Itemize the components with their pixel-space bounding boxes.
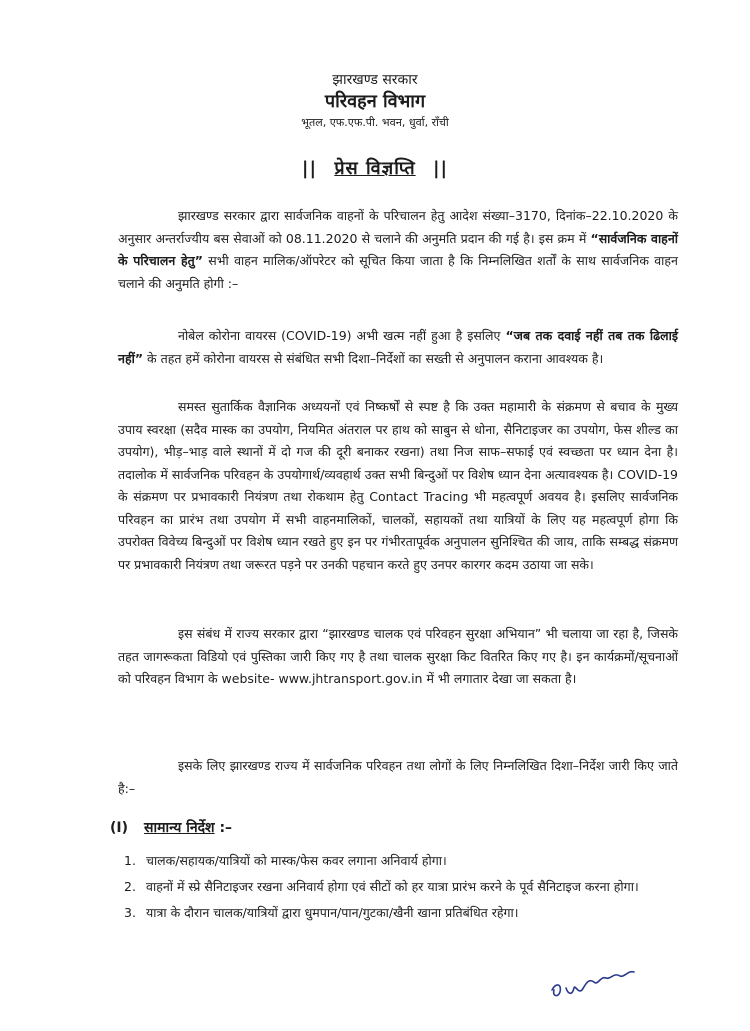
department-name: परिवहन विभाग: [324, 91, 426, 112]
document-title: [0, 156, 750, 180]
handwritten-signature: [548, 958, 638, 1007]
title-text: प्रेस विज्ञप्ति: [334, 158, 416, 179]
letterhead: [0, 70, 750, 132]
list-item-text: चालक/सहायक/यात्रियों को मास्क/फेस कवर लगाना अनिवार्य होगा।: [146, 853, 447, 868]
list-item-number: 1.: [124, 853, 136, 868]
paragraph-guidelines-intro: इसके लिए झारखण्ड राज्य में सार्वजनिक परिवहन तथा लोगों के लिए निम्नलिखित दिशा–निर्देश जारी किए जाते है:–: [118, 758, 678, 796]
list-item: [124, 850, 680, 872]
section-heading: [110, 818, 232, 837]
paragraph-text: झारखण्ड सरकार द्वारा सार्वजनिक वाहनों के परिचालन हेतु आदेश संख्या–3170, दिनांक–22.10.2020 के अनुसार अन्तर्राज्यीय बस सेवाओं को 08.11.2020 से चलाने की अनुमति प्रदान की गई है। इस क्रम में: [118, 208, 678, 246]
government-name: झारखण्ड सरकार: [332, 72, 418, 88]
paragraph-preventive-measures: समस्त सुतार्किक वैज्ञानिक अध्ययनों एवं निष्कर्षों से स्पष्ट है कि उक्त महामारी के संक्रमण से बचाव के मुख्य उपाय स्वरक्षा (सदैव मास्क का उपयोग, नियमित अंतराल पर हाथ को साबुन से धोना, सैनिटाइजर का उपयोग, फेस शील्ड का उपयोग), भीड़–भाड़ वाले स्थानों में दो गज की दूरी बनाकर रखना) तथा निज साफ–सफाई एवं स्वच्छता पर ध्यान देना है। तदालोक में सार्वजनिक परिवहन के उपयोगार्थ/व्यवहार्थ उक्त सभी बिन्दुओं पर विशेष ध्यान देना अत्यावश्यक है। COVID-19 के संक्रमण पर प्रभावकारी नियंत्रण तथा रोकथाम हेतु Contact Tracing भी महत्वपूर्ण अवयव है। इसलिए सार्वजनिक परिवहन का प्रारंभ तथा उपयोग में सभी वाहनमालिकों, चालकों, सहायकों तथा यात्रियों के लिए यह महत्वपूर्ण होगा कि उपरोक्त विवेच्य बिन्दुओं पर विशेष ध्यान रखते हुए इन पर गंभीरतापूर्वक अनुपालन सुनिश्चित की जाय, ताकि सम्बद्ध संक्रमण पर प्रभावकारी नियंत्रण तथा जरूरत पड़ने पर उनकी पहचान करते हुए उनपर कारगर कदम उठाया जा सके।: [118, 399, 678, 572]
title-left-bars: ||: [301, 158, 318, 179]
paragraph-covid-notice: [118, 325, 678, 370]
emphasis-text: “जब तक दवाई नहीं तब तक ढिलाई नहीं”: [118, 328, 678, 366]
signature-scribble: [548, 958, 638, 1003]
title-right-bars: ||: [432, 158, 449, 179]
list-item-text: यात्रा के दौरान चालक/यात्रियों द्वारा धुमपान/पान/गुटका/खैनी खाना प्रतिबंधित रहेगा।: [146, 905, 519, 920]
section-suffix: :–: [219, 820, 233, 836]
list-item-text: वाहनों में स्प्रे सैनिटाइजर रखना अनिवार्य होगा एवं सीटों को हर यात्रा प्रारंभ करने के पूर्व सैनिटाइज करना होगा।: [146, 879, 639, 894]
instructions-list: [124, 850, 680, 928]
list-item-number: 2.: [124, 879, 136, 894]
section-number: (I): [110, 820, 129, 836]
list-item: [124, 902, 680, 924]
emphasis-text: “सार्वजनिक वाहनों के परिचालन हेतु”: [118, 230, 678, 268]
paragraph-text: सभी वाहन मालिक/ऑपरेटर को सूचित किया जाता है कि निम्नलिखित शर्तों के साथ सार्वजनिक वाहन चलाने की अनुमति होगी :–: [118, 253, 678, 291]
list-item-number: 3.: [124, 905, 136, 920]
department-address: भूतल, एफ.एफ.पी. भवन, धुर्वा, राँची: [301, 116, 449, 129]
list-item: [124, 876, 680, 898]
paragraph-text: नोबेल कोरोना वायरस (COVID-19) अभी खत्म नहीं हुआ है इसलिए: [178, 328, 506, 343]
paragraph-text: के तहत हमें कोरोना वायरस से संबंधित सभी दिशा–निर्देशों का सख्ती से अनुपालन कराना आवश्यक है।: [143, 350, 604, 366]
paragraph-order-reference: [118, 205, 678, 295]
section-label: सामान्य निर्देश: [144, 820, 215, 836]
paragraph-safety-campaign: इस संबंध में राज्य सरकार द्वारा “झारखण्ड चालक एवं परिवहन सुरक्षा अभियान” भी चलाया जा रहा है, जिसके तहत जागरूकता विडियो एवं पुस्तिका जारी किए गए है तथा चालक सुरक्षा किट वितरित किए गए है। इन कार्यक्रमों/सूचनाओं को परिवहन विभाग के website- www.jhtransport.gov.in में भी लगातार देखा जा सकता है।: [118, 626, 678, 686]
